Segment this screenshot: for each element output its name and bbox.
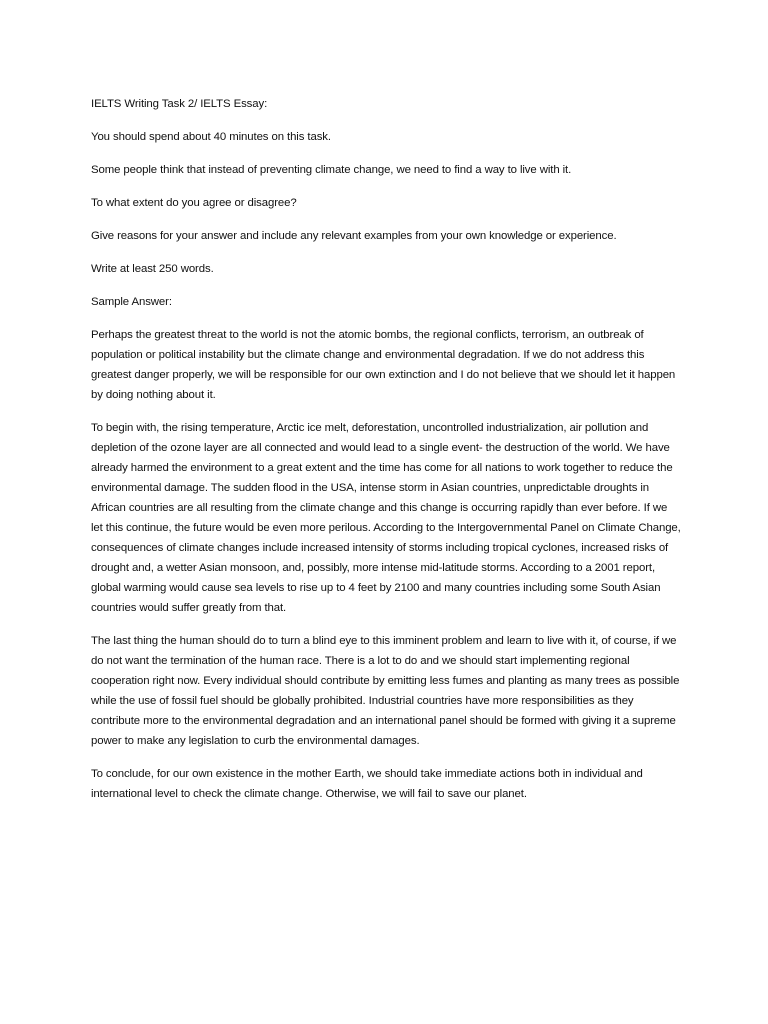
paragraph-body-two: The last thing the human should do to turn a blind eye to this imminent problem and learn to live with it, of course, if we do not want the termination of the human race. There is a lot to do and we should start implementing regional cooperation right now. Every individual should contribute by emitting less fumes and planting as many trees as possible while the use of fossil fuel should be globally prohibited. Industrial countries have more responsibilities as they contribute more to the environmental degradation and an international panel should be formed with giving it a supreme power to make any legislation to curb the environmental damages. xyxy=(91,635,680,747)
sample-answer-label: Sample Answer: xyxy=(91,296,172,308)
paragraph-body-one: To begin with, the rising temperature, Arctic ice melt, deforestation, uncontrolled industrialization, air pollution and depletion of the ozone layer are all connected and would lead to a single event- the destruction of the world. We have already harmed the environment to a great extent and the time has come for all nations to work together to reduce the environmental damage. The sudden flood in the USA, intense storm in Asian countries, unpredictable droughts in African countries are all resulting from the climate change and this change is occurring rapidly than ever before. If we let this continue, the future would be even more perilous. According to the Intergovernmental Panel on Climate Change, consequences of climate changes include increased intensity of storms including tropical cyclones, increased risks of drought and, a wetter Asian monsoon, and, possibly, more intense mid-latitude storms. According to a 2001 report, global warming would cause sea levels to rise up to 4 feet by 2100 and many countries including some South Asian countries would suffer greatly from that. xyxy=(91,422,681,614)
document-heading: IELTS Writing Task 2/ IELTS Essay: xyxy=(91,98,268,110)
reasons-instruction: Give reasons for your answer and include any relevant examples from your own knowledge or experience. xyxy=(91,230,617,242)
paragraph-conclusion: To conclude, for our own existence in the mother Earth, we should take immediate actions both in individual and international level to check the climate change. Otherwise, we will fail to save our planet. xyxy=(91,768,643,800)
essay-prompt: Some people think that instead of preventing climate change, we need to find a way to live with it. xyxy=(91,164,572,176)
word-requirement: Write at least 250 words. xyxy=(91,263,214,275)
paragraph-introduction: Perhaps the greatest threat to the world is not the atomic bombs, the regional conflicts, terrorism, an outbreak of population or political instability but the climate change and environmental degradation. If we do not address this greatest danger properly, we will be responsible for our own extinction and I do not believe that we should let it happen by doing nothing about it. xyxy=(91,329,676,401)
essay-content xyxy=(91,94,681,817)
time-instruction: You should spend about 40 minutes on this task. xyxy=(91,131,331,143)
essay-question: To what extent do you agree or disagree? xyxy=(91,197,297,209)
